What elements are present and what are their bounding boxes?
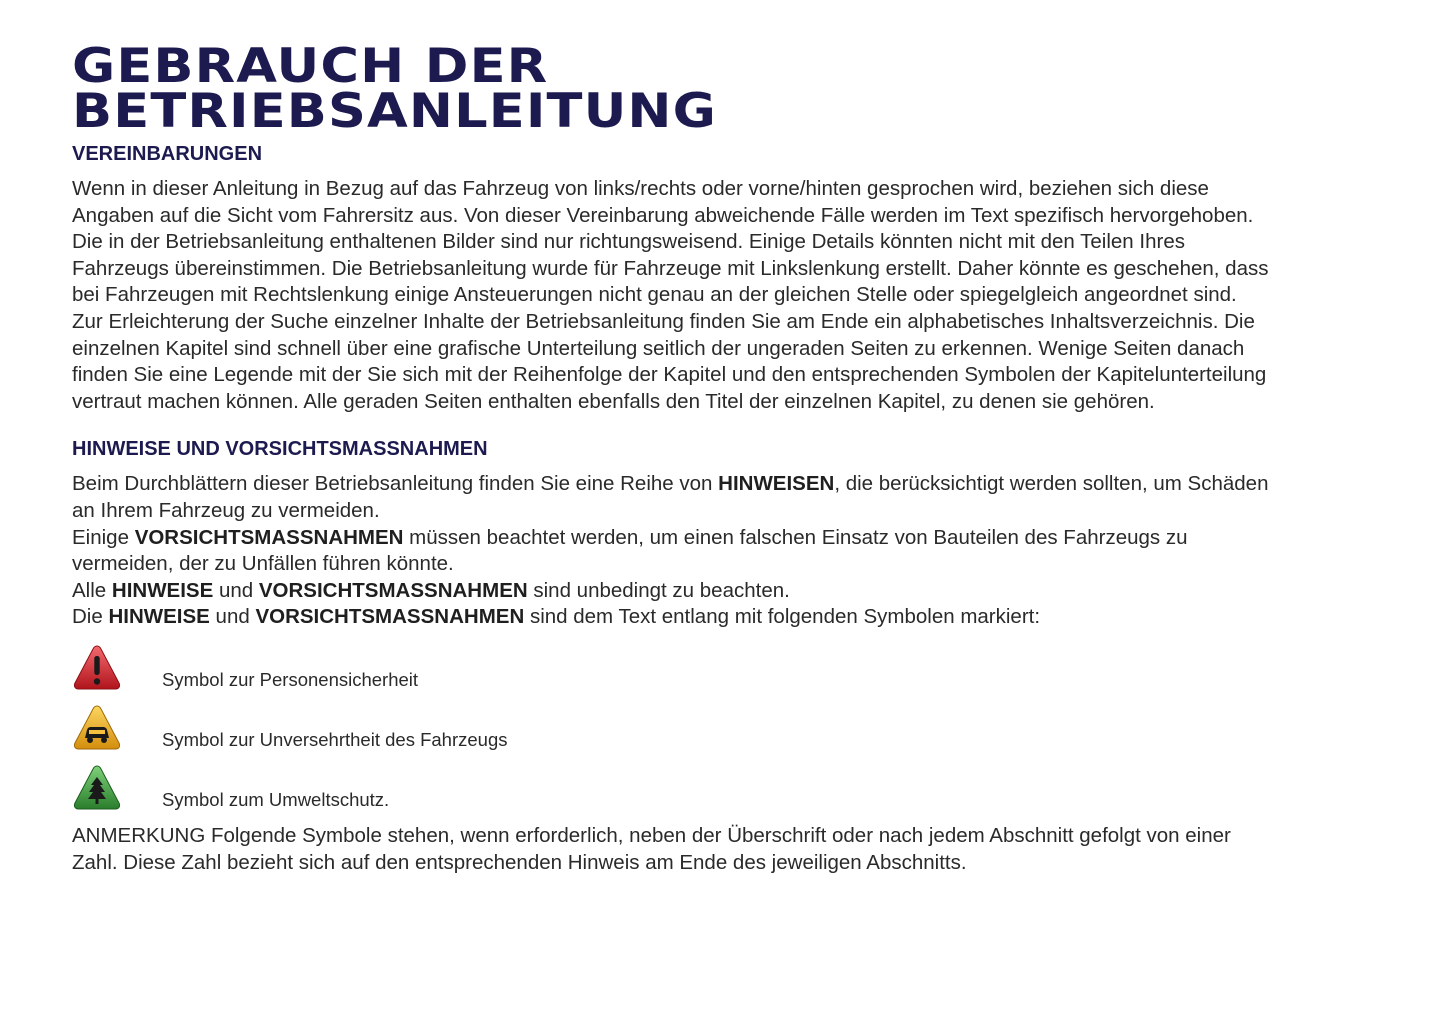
text-run: müssen beachtet werden, um einen falschen Einsatz von Bauteilen des Fahrzeugs zu vermeiden, der zu Unfällen führen könnte. <box>72 525 1188 576</box>
text-run: Alle <box>72 578 112 602</box>
text-run: Beim Durchblättern dieser Betriebsanleitung finden Sie eine Reihe von <box>72 472 719 496</box>
text-run: sind dem Text entlang mit folgenden Symbolen markiert: <box>524 605 1041 629</box>
bold-term: VORSICHTSMASSNAHMEN <box>255 605 525 629</box>
symbol-legend <box>72 643 1272 823</box>
warning-vehicle-icon <box>72 703 122 753</box>
bold-term: HINWEISEN <box>718 472 835 496</box>
text-run: sind unbedingt zu beachten. <box>527 578 790 602</box>
symbol-row-environment <box>72 763 1272 823</box>
text-run: und <box>209 605 256 629</box>
bold-term: HINWEISE <box>108 605 210 629</box>
vereinbarungen-text <box>72 176 1272 415</box>
symbol-label: Symbol zum Umweltschutz. <box>162 788 390 810</box>
page-title <box>72 39 1416 139</box>
warning-person-icon <box>72 643 122 693</box>
manual-page <box>72 39 1272 876</box>
bold-term: VORSICHTSMASSNAHMEN <box>258 578 528 602</box>
text-run: , die berücksichtigt werden sollten, um Schäden an Ihrem Fahrzeug zu vermeiden. <box>72 472 1269 522</box>
bold-term: VORSICHTSMASSNAHMEN <box>134 525 404 549</box>
symbol-row-vehicle <box>72 703 1272 763</box>
symbol-row-person <box>72 643 1272 703</box>
section-heading-hinweise: HINWEISE UND VORSICHTSMASSNAHMEN <box>72 438 488 461</box>
text-run: Die <box>72 605 109 629</box>
page-title-line-2: BETRIEBSANLEITUNG <box>72 84 717 139</box>
symbol-label: Symbol zur Personensicherheit <box>162 668 419 690</box>
environment-tree-icon <box>72 763 122 813</box>
paragraph: Wenn in dieser Anleitung in Bezug auf das Fahrzeug von links/rechts oder vorne/hinten gesprochen wird, beziehen sich diese Angaben auf die Sicht vom Fahrersitz aus. Von dieser Vereinbarung abweichende Fälle werden im Text spezifisch hervorgehoben. <box>72 177 1254 227</box>
paragraph <box>72 604 1272 631</box>
paragraph <box>72 525 1272 578</box>
text-run: Einige <box>72 525 135 549</box>
symbol-label: Symbol zur Unversehrtheit des Fahrzeugs <box>162 728 508 750</box>
page-title-line-1: GEBRAUCH DER <box>72 39 549 94</box>
paragraph: Zur Erleichterung der Suche einzelner Inhalte der Betriebsanleitung finden Sie am Ende ein alphabetisches Inhaltsverzeichnis. Die einzelnen Kapitel sind schnell über eine grafische Unterteilung seitlich der ungeraden Seiten zu erkennen. Wenige Seiten danach finden Sie eine Legende mit der Sie sich mit der Reihenfolge der Kapitel und den entsprechenden Symbolen der Kapitelunterteilung vertraut machen können. Alle geraden Seiten enthalten ebenfalls den Titel der einzelnen Kapitel, zu denen sie gehören. <box>72 309 1267 413</box>
text-run: und <box>213 578 259 602</box>
note-anmerkung: ANMERKUNG Folgende Symbole stehen, wenn erforderlich, neben der Überschrift oder nach jedem Abschnitt gefolgt von einer Zahl. Diese Zahl bezieht sich auf den entsprechenden Hinweis am Ende des jeweiligen Abschnitts. <box>72 823 1231 874</box>
paragraph <box>72 471 1272 524</box>
paragraph <box>72 578 1272 605</box>
section-heading-vereinbarungen: VEREINBARUNGEN <box>72 143 263 165</box>
hinweise-text <box>72 471 1272 631</box>
bold-term: HINWEISE <box>111 578 214 602</box>
paragraph: Die in der Betriebsanleitung enthaltenen Bilder sind nur richtungsweisend. Einige Details könnten nicht mit den Teilen Ihres Fahrzeugs übereinstimmen. Die Betriebsanleitung wurde für Fahrzeuge mit Linkslenkung erstellt. Daher könnte es geschehen, dass bei Fahrzeugen mit Rechtslenkung einige Ansteuerungen nicht genau an der gleichen Stelle oder spiegelgleich angeordnet sind. <box>72 230 1269 307</box>
